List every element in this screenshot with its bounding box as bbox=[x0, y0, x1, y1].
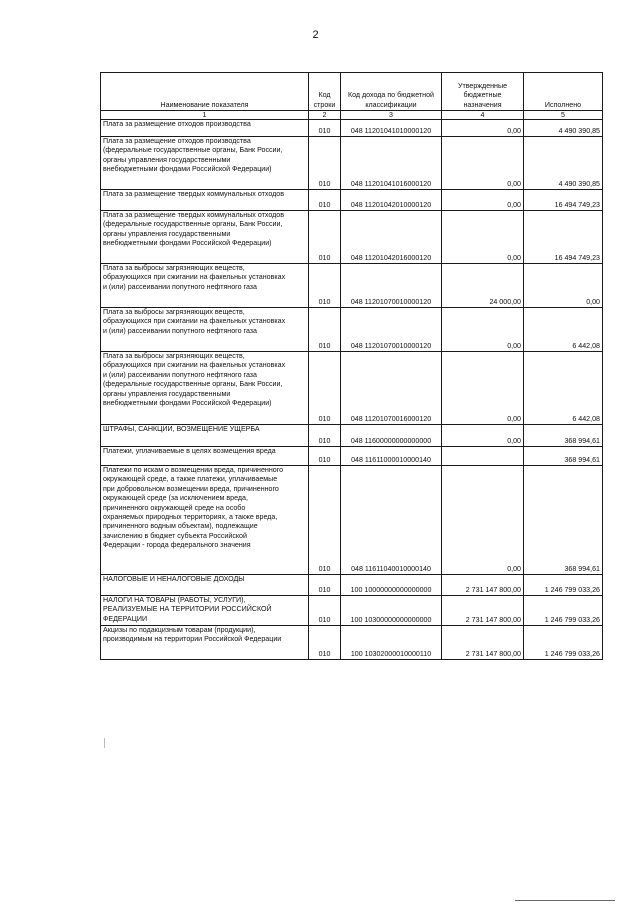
line-code: 010 bbox=[309, 425, 341, 447]
line-code: 010 bbox=[309, 596, 341, 626]
executed-amount: 368 994,61 bbox=[524, 425, 603, 447]
indicator-name-line: ФЕДЕРАЦИИ bbox=[103, 614, 148, 623]
indicator-name-line: производимым на территории Российской Федерации bbox=[103, 635, 282, 644]
table-header-row bbox=[101, 73, 603, 111]
table-row bbox=[101, 352, 603, 425]
indicator-name-line: (федеральные государственные органы, Банк России, bbox=[103, 146, 283, 155]
executed-amount: 4 490 390,85 bbox=[524, 120, 603, 137]
indicator-name-line: Плата за выбросы загрязняющих веществ, bbox=[103, 264, 245, 272]
executed-amount: 1 246 799 033,26 bbox=[524, 626, 603, 660]
column-number: 2 bbox=[309, 111, 341, 120]
budget-classification-code: 048 11600000000000000 bbox=[341, 425, 442, 447]
indicator-name-line: органы управления государственными bbox=[103, 155, 231, 164]
table-row bbox=[101, 308, 603, 352]
indicator-name-line: Федерации - города федерального значения bbox=[103, 541, 251, 550]
budget-classification-code: 048 11201041016000120 bbox=[341, 137, 442, 190]
column-number-row bbox=[101, 111, 603, 120]
indicator-name-line: образующихся при сжигании на факельных установках bbox=[103, 273, 286, 282]
indicator-name bbox=[101, 575, 309, 596]
indicator-name-line: НАЛОГИ НА ТОВАРЫ (РАБОТЫ, УСЛУГИ), bbox=[103, 596, 246, 604]
table-row bbox=[101, 447, 603, 466]
line-code: 010 bbox=[309, 352, 341, 425]
page-number: 2 bbox=[312, 29, 319, 41]
approved-amount: 0,00 bbox=[442, 211, 524, 264]
revenue-report-table bbox=[100, 72, 603, 660]
indicator-name-line: окружающей среде, а также платежи, уплачиваемые bbox=[103, 475, 278, 484]
line-code: 010 bbox=[309, 190, 341, 211]
executed-amount: 1 246 799 033,26 bbox=[524, 596, 603, 626]
approved-amount: 0,00 bbox=[442, 352, 524, 425]
approved-amount: 0,00 bbox=[442, 190, 524, 211]
indicator-name bbox=[101, 466, 309, 575]
indicator-name-line: внебюджетными фондами Российской Федерации) bbox=[103, 239, 272, 248]
line-code: 010 bbox=[309, 575, 341, 596]
line-code: 010 bbox=[309, 264, 341, 308]
column-number: 3 bbox=[341, 111, 442, 120]
indicator-name-line: Платежи, уплачиваемые в целях возмещения вреда bbox=[103, 447, 276, 455]
footer-line bbox=[515, 900, 615, 901]
indicator-name bbox=[101, 264, 309, 308]
budget-classification-code: 100 10000000000000000 bbox=[341, 575, 442, 596]
approved-amount: 2 731 147 800,00 bbox=[442, 575, 524, 596]
table-row bbox=[101, 190, 603, 211]
column-number: 4 bbox=[442, 111, 524, 120]
indicator-name bbox=[101, 596, 309, 626]
header-indicator-name: Наименование показателя bbox=[101, 73, 309, 111]
scan-mark bbox=[104, 738, 105, 748]
column-number: 5 bbox=[524, 111, 603, 120]
indicator-name bbox=[101, 190, 309, 211]
executed-amount: 16 494 749,23 bbox=[524, 190, 603, 211]
indicator-name-line: органы управления государственными bbox=[103, 389, 231, 398]
budget-classification-code: 048 11611040010000140 bbox=[341, 466, 442, 575]
indicator-name-line: РЕАЛИЗУЕМЫЕ НА ТЕРРИТОРИИ РОССИЙСКОЙ bbox=[103, 605, 272, 614]
indicator-name-line: Плата за размещение отходов производства bbox=[103, 137, 251, 145]
line-code: 010 bbox=[309, 626, 341, 660]
executed-amount: 0,00 bbox=[524, 264, 603, 308]
table-row bbox=[101, 137, 603, 190]
indicator-name-line: внебюджетными фондами Российской Федерации) bbox=[103, 399, 272, 408]
header-executed: Исполнено bbox=[524, 73, 603, 111]
indicator-name-line: причиненного окружающей среде на особо bbox=[103, 503, 246, 512]
indicator-name-line: (федеральные государственные органы, Банк России, bbox=[103, 380, 283, 389]
table-row bbox=[101, 466, 603, 575]
header-approved: Утвержденные бюджетные назначения bbox=[442, 73, 524, 111]
approved-amount: 0,00 bbox=[442, 308, 524, 352]
column-number: 1 bbox=[101, 111, 309, 120]
executed-amount: 6 442,08 bbox=[524, 308, 603, 352]
indicator-name-line: и (или) рассеивании попутного нефтяного газа bbox=[103, 370, 258, 379]
indicator-name-line: (федеральные государственные органы, Банк России, bbox=[103, 220, 283, 229]
approved-amount: 24 000,00 bbox=[442, 264, 524, 308]
line-code: 010 bbox=[309, 308, 341, 352]
budget-classification-code: 048 11201042010000120 bbox=[341, 190, 442, 211]
approved-amount: 0,00 bbox=[442, 466, 524, 575]
indicator-name bbox=[101, 352, 309, 425]
indicator-name-line: ШТРАФЫ, САНКЦИИ, ВОЗМЕЩЕНИЕ УЩЕРБА bbox=[103, 425, 260, 433]
line-code: 010 bbox=[309, 466, 341, 575]
approved-amount bbox=[442, 447, 524, 466]
indicator-name bbox=[101, 120, 309, 137]
indicator-name-line: зачислению в бюджет субъекта Российской bbox=[103, 531, 247, 540]
indicator-name-line: Плата за размещение отходов производства bbox=[103, 120, 251, 128]
executed-amount: 368 994,61 bbox=[524, 447, 603, 466]
executed-amount: 4 490 390,85 bbox=[524, 137, 603, 190]
table-row bbox=[101, 626, 603, 660]
budget-classification-code: 100 10300000000000000 bbox=[341, 596, 442, 626]
indicator-name-line: причиненного водным объектам), подлежащие bbox=[103, 522, 258, 531]
indicator-name-line: Плата за размещение твердых коммунальных отходов bbox=[103, 211, 284, 219]
executed-amount: 16 494 749,23 bbox=[524, 211, 603, 264]
budget-classification-code: 048 11201070010000120 bbox=[341, 264, 442, 308]
approved-amount: 2 731 147 800,00 bbox=[442, 626, 524, 660]
indicator-name bbox=[101, 425, 309, 447]
table-row bbox=[101, 575, 603, 596]
approved-amount: 0,00 bbox=[442, 425, 524, 447]
approved-amount: 0,00 bbox=[442, 137, 524, 190]
table-row bbox=[101, 211, 603, 264]
indicator-name-line: охраняемых природных территориях, а также вреда, bbox=[103, 513, 278, 522]
indicator-name bbox=[101, 211, 309, 264]
executed-amount: 6 442,08 bbox=[524, 352, 603, 425]
table-row bbox=[101, 120, 603, 137]
indicator-name-line: и (или) рассеивании попутного нефтяного газа bbox=[103, 282, 258, 291]
indicator-name bbox=[101, 308, 309, 352]
budget-classification-code: 100 10302000010000110 bbox=[341, 626, 442, 660]
indicator-name-line: образующихся при сжигании на факельных установках bbox=[103, 317, 286, 326]
indicator-name bbox=[101, 447, 309, 466]
table-row bbox=[101, 425, 603, 447]
budget-classification-code: 048 11201042016000120 bbox=[341, 211, 442, 264]
approved-amount: 0,00 bbox=[442, 120, 524, 137]
indicator-name-line: Плата за выбросы загрязняющих веществ, bbox=[103, 308, 245, 316]
indicator-name-line: Платежи по искам о возмещении вреда, причиненного bbox=[103, 466, 284, 474]
indicator-name-line: образующихся при сжигании на факельных установках bbox=[103, 361, 286, 370]
indicator-name-line: Акцизы по подакцизным товарам (продукции), bbox=[103, 626, 256, 634]
indicator-name-line: Плата за размещение твердых коммунальных отходов bbox=[103, 190, 284, 198]
table-row bbox=[101, 596, 603, 626]
indicator-name-line: НАЛОГОВЫЕ И НЕНАЛОГОВЫЕ ДОХОДЫ bbox=[103, 575, 245, 583]
indicator-name bbox=[101, 137, 309, 190]
indicator-name-line: при добровольном возмещении вреда, причиненного bbox=[103, 484, 279, 493]
line-code: 010 bbox=[309, 120, 341, 137]
indicator-name-line: органы управления государственными bbox=[103, 229, 231, 238]
budget-classification-code: 048 11611000010000140 bbox=[341, 447, 442, 466]
line-code: 010 bbox=[309, 447, 341, 466]
executed-amount: 1 246 799 033,26 bbox=[524, 575, 603, 596]
line-code: 010 bbox=[309, 211, 341, 264]
indicator-name bbox=[101, 626, 309, 660]
indicator-name-line: окружающей среде (за исключением вреда, bbox=[103, 494, 248, 503]
indicator-name-line: Плата за выбросы загрязняющих веществ, bbox=[103, 352, 245, 360]
indicator-name-line: и (или) рассеивании попутного нефтяного газа bbox=[103, 326, 258, 335]
header-budget-code: Код дохода по бюджетной классификации bbox=[341, 73, 442, 111]
header-line-code: Код строки bbox=[309, 73, 341, 111]
budget-classification-code: 048 11201041010000120 bbox=[341, 120, 442, 137]
budget-classification-code: 048 11201070016000120 bbox=[341, 352, 442, 425]
budget-classification-code: 048 11201070010000120 bbox=[341, 308, 442, 352]
table-row bbox=[101, 264, 603, 308]
indicator-name-line: внебюджетными фондами Российской Федерации) bbox=[103, 165, 272, 174]
executed-amount: 368 994,61 bbox=[524, 466, 603, 575]
line-code: 010 bbox=[309, 137, 341, 190]
approved-amount: 2 731 147 800,00 bbox=[442, 596, 524, 626]
